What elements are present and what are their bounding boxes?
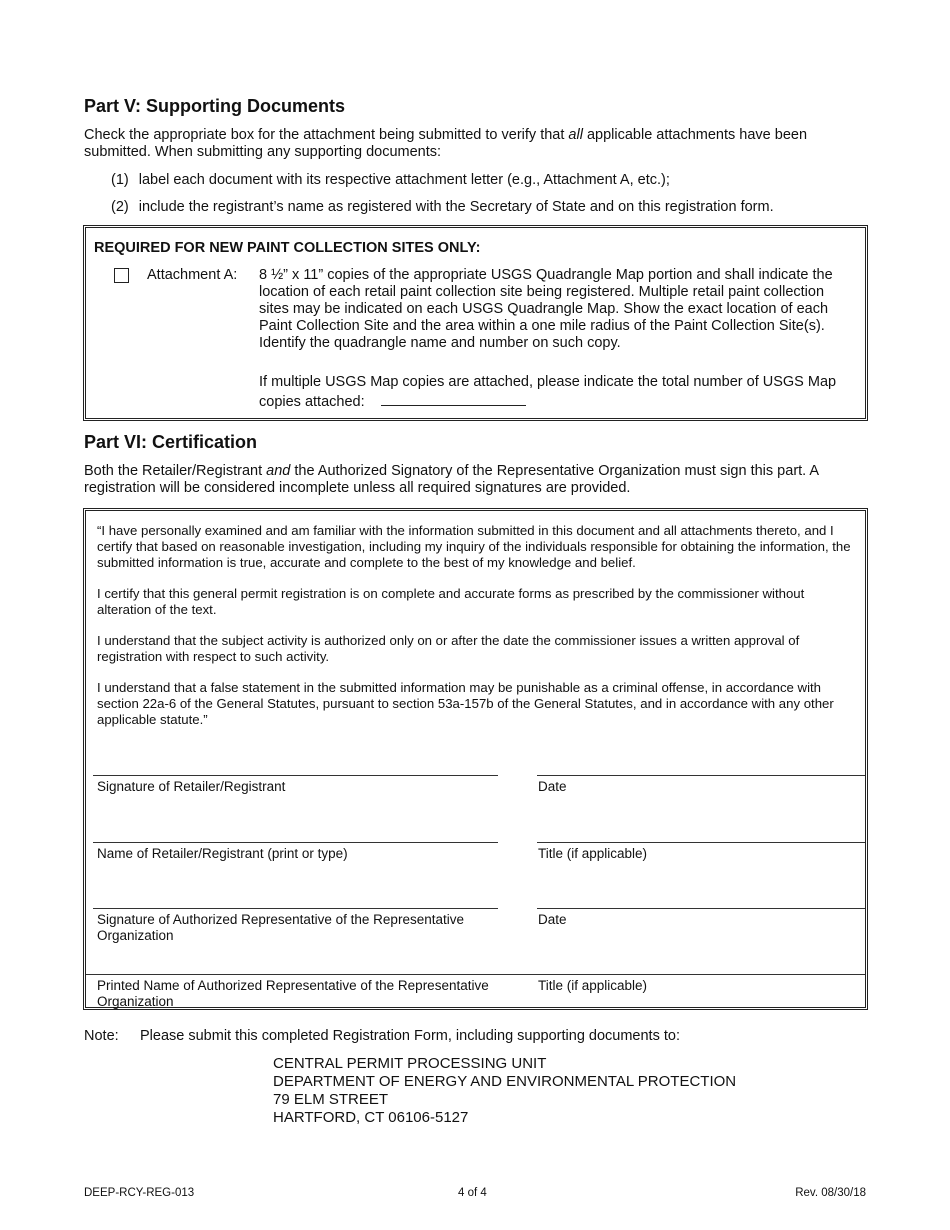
note-label: Note: (84, 1028, 119, 1044)
certification-paragraph: I understand that a false statement in the submitted information may be punishable as a criminal offense, in accordance with section 22a-6 of the General Statutes, pursuant to section 53a-157b of the General Statutes, and in accordance with any other applicable statute.” (97, 680, 834, 727)
rep-title-label: Title (if applicable) (538, 978, 648, 993)
item-number: (1) (111, 172, 129, 188)
signature-line[interactable] (93, 775, 498, 776)
address-line: 79 ELM STREET (273, 1091, 389, 1108)
rep-date-label: Date (538, 912, 567, 927)
rep-name-line[interactable] (86, 974, 865, 975)
certification-paragraph: I certify that this general permit registration is on complete and accurate forms as prescribed by the commissioner without alteration of the text. (97, 586, 805, 617)
name-label: Name of Retailer/Registrant (print or type) (97, 846, 348, 861)
part6-heading: Part VI: Certification (84, 432, 258, 452)
date-label: Date (538, 779, 567, 794)
title-line[interactable] (537, 842, 865, 843)
certification-paragraph: I understand that the subject activity is authorized only on or after the date the commissioner issues a written approval of registration with respect to such activity. (97, 633, 800, 664)
address-line: HARTFORD, CT 06106-5127 (273, 1109, 469, 1126)
rep-date-line[interactable] (537, 908, 865, 909)
address-line: CENTRAL PERMIT PROCESSING UNIT (273, 1055, 547, 1072)
certification-box (83, 508, 868, 1010)
address-line: DEPARTMENT OF ENERGY AND ENVIRONMENTAL PROTECTION (273, 1073, 737, 1090)
name-line[interactable] (93, 842, 498, 843)
page-number: 4 of 4 (458, 1187, 487, 1199)
mailing-address (273, 1055, 736, 1127)
item-text: include the registrant’s name as registered with the Secretary of State and on this registration form. (138, 199, 774, 215)
part6-intro: Both the Retailer/Registrant and the Authorized Signatory of the Representative Organization must sign this part. A registration will be considered incomplete unless all required signatures are provided. (84, 463, 819, 496)
part5-heading: Part V: Supporting Documents (84, 96, 346, 116)
signature-label: Signature of Retailer/Registrant (97, 779, 286, 794)
attachment-a-text: 8 ½” x 11” copies of the appropriate USGS Quadrangle Map portion and shall indicate the location of each retail paint collection site being registered. Multiple retail paint collection sites may be indicated on each USGS Quadrangle Map. Show the exact location of each Paint Collection Site and the area within a one mile radius of the Paint Collection Site(s). Identify the quadrangle name and number on such copy. (259, 267, 833, 351)
attachment-box (83, 225, 868, 421)
rep-name-label: Printed Name of Authorized Representative of the Representative Organization (97, 978, 489, 1009)
map-copies-prompt: If multiple USGS Map copies are attached, please indicate the total number of USGS Map copies attached: (259, 374, 837, 410)
map-copies-count-field[interactable] (381, 391, 526, 406)
part5-item-1 (111, 172, 670, 189)
rep-signature-line[interactable] (93, 908, 498, 909)
rep-signature-label: Signature of Authorized Representative of the Representative Organization (97, 912, 464, 943)
attachment-a-label: Attachment A: (147, 267, 238, 283)
item-number: (2) (111, 199, 129, 215)
date-line[interactable] (537, 775, 865, 776)
part5-intro: Check the appropriate box for the attachment being submitted to verify that all applicable attachments have been submitted. When submitting any supporting documents: (84, 127, 808, 160)
attachment-a-checkbox[interactable] (114, 268, 129, 283)
item-text: label each document with its respective attachment letter (e.g., Attachment A, etc.); (138, 172, 670, 188)
certification-paragraph: “I have personally examined and am familiar with the information submitted in this document and all attachments thereto, and I certify that based on reasonable investigation, including my inquiry of the individuals responsible for obtaining the information, the submitted information is true, accurate and complete to the best of my knowledge and belief. (97, 523, 851, 570)
revision-date: Rev. 08/30/18 (795, 1187, 866, 1199)
attachment-box-title: REQUIRED FOR NEW PAINT COLLECTION SITES ONLY: (94, 240, 481, 256)
part5-item-2 (111, 199, 774, 216)
note-text: Please submit this completed Registration Form, including supporting documents to: (140, 1028, 680, 1044)
title-label: Title (if applicable) (538, 846, 648, 861)
form-id: DEEP-RCY-REG-013 (84, 1187, 195, 1199)
